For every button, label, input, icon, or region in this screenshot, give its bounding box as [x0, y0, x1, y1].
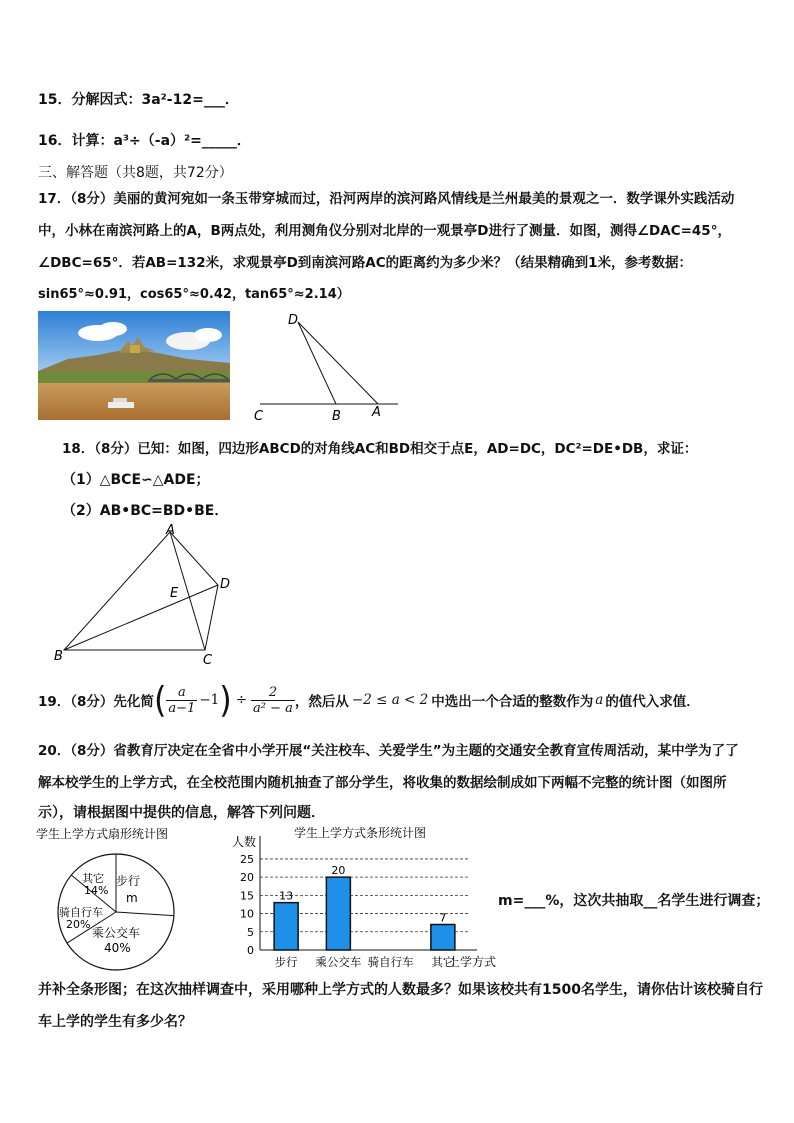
y-tick-label: 5 [247, 925, 254, 939]
label-A: A [166, 523, 175, 538]
frac1-denominator: a−1 [168, 700, 196, 716]
question-17-line2: 中，小林在南滨河路上的A，B两点处，利用测角仪分别对北岸的一观景亭D进行了测量．如图，测得∠DAC=45°， [38, 223, 731, 239]
pie-chart-title: 学生上学方式扇形统计图 [36, 827, 169, 841]
pie-slice-label-walk: 步行 [116, 874, 141, 888]
y-tick-label: 10 [240, 907, 254, 921]
label-E: E [170, 586, 179, 601]
q17-triangle-figure [248, 308, 408, 424]
frac2-numerator: 2 [251, 685, 295, 701]
question-15: 15．分解因式：3a²-12=___． [38, 92, 239, 108]
y-tick-label: 15 [240, 889, 254, 903]
pie-chart [34, 824, 224, 974]
question-20-line3: 示），请根据图中提供的信息，解答下列问题． [38, 805, 325, 821]
question-17-line3: ∠DBC=65°．若AB=132米，求观景亭D到南滨河路AC的距离约为多少米？（结果精确到1米，参考数据： [38, 255, 693, 271]
bar-chart-title: 学生上学方式条形统计图 [294, 826, 427, 840]
label-A: A [372, 405, 381, 420]
river-landscape-photo [38, 311, 230, 420]
bar-3 [431, 925, 455, 951]
question-18-part1: （1）△BCE∽△ADE； [62, 472, 210, 488]
pie-slice-value-bike: 20% [66, 918, 91, 931]
frac1-numerator: a [166, 685, 197, 701]
label-D: D [288, 313, 299, 328]
left-paren: ( [153, 679, 167, 721]
pie-slice-value-other: 14% [84, 884, 109, 897]
y-tick-label: 20 [240, 871, 254, 885]
q19-prefix: 19．（8分）先化简 [38, 694, 154, 710]
pie-slice-label-bike: 骑自行车 [59, 906, 103, 919]
question-17-line1: 17．（8分）美丽的黄河宛如一条玉带穿城而过，沿河两岸的滨河路风情线是兰州最美的景观之一．数学课外实践活动 [38, 191, 735, 207]
bar-value-label: 20 [331, 864, 346, 878]
q19-var: a [595, 692, 604, 708]
x-tick-label: 乘公交车 [315, 955, 362, 969]
bar-chart-ylabel: 人数 [232, 835, 257, 849]
divide-sign: ÷ [235, 692, 248, 708]
question-20-right-text: m=___%，这次共抽取__名学生进行调查； [498, 893, 770, 909]
question-18-line1: 18．（8分）已知：如图，四边形ABCD的对角线AC和BD相交于点E，AD=DC，DC²=DE•DB，求证： [62, 441, 698, 457]
label-B: B [332, 409, 341, 424]
question-20-line2: 解本校学生的上学方式，在全校范围内随机抽查了部分学生，将收集的数据绘制成如下两幅不完整的统计图（如图所 [38, 775, 727, 791]
q19-suffix2: 的值代入求值． [605, 694, 700, 710]
fraction-2-over-a2-minus-a [251, 685, 295, 716]
question-20-line5: 车上学的学生有多少名？ [38, 1014, 192, 1030]
pie-slice-value-walk: m [126, 891, 138, 905]
label-C: C [254, 409, 264, 424]
question-16: 16．计算：a³÷（-a）²=_____． [38, 133, 251, 149]
x-tick-label: 步行 [274, 955, 298, 969]
pie-slice-value-bus: 40% [104, 941, 131, 955]
bar-0 [274, 903, 298, 950]
question-17-line4: sin65°≈0.91，cos65°≈0.42，tan65°≈2.14） [38, 287, 350, 302]
question-20-line4: 并补全条形图；在这次抽样调查中，采用哪种上学方式的人数最多？如果该校共有1500名学生，请你估计该校骑自行 [38, 982, 763, 998]
pie-slice-label-bus: 乘公交车 [92, 926, 141, 940]
x-tick-label: 骑自行车 [367, 955, 414, 969]
q19-middle: ，然后从 [294, 694, 349, 710]
label-D: D [220, 577, 231, 592]
label-C: C [203, 653, 213, 668]
right-paren: ) [219, 679, 232, 721]
question-19 [38, 676, 700, 724]
section-heading: 三、解答题（共8题，共72分） [38, 165, 233, 181]
y-tick-label: 25 [240, 852, 254, 866]
bar-value-label: 7 [439, 911, 447, 925]
label-B: B [54, 649, 63, 664]
question-20-line1: 20．（8分）省教育厅决定在全省中小学开展“关注校车、关爱学生”为主题的交通安全教育宣传周活动，某中学为了了 [38, 743, 739, 759]
bar-1 [326, 877, 350, 950]
frac2-denominator: a² − a [253, 700, 293, 716]
pie-slice-label-other: 其它 [82, 872, 104, 885]
q19-range: −2 ≤ a < 2 [351, 692, 429, 708]
q19-suffix1: 中选出一个合适的整数作为 [431, 694, 594, 710]
bar-chart-xlabel: 上学方式 [448, 955, 497, 969]
fraction-a-over-a-minus-1 [166, 685, 197, 716]
bar-chart [224, 826, 500, 974]
question-18-part2: （2）AB•BC=BD•BE． [62, 503, 229, 519]
q18-quadrilateral-figure [50, 522, 240, 670]
y-tick-label: 0 [247, 944, 254, 957]
minus-one: −1 [199, 692, 220, 708]
x-tick-label: 其它 [431, 955, 455, 969]
bar-value-label: 13 [279, 889, 294, 903]
